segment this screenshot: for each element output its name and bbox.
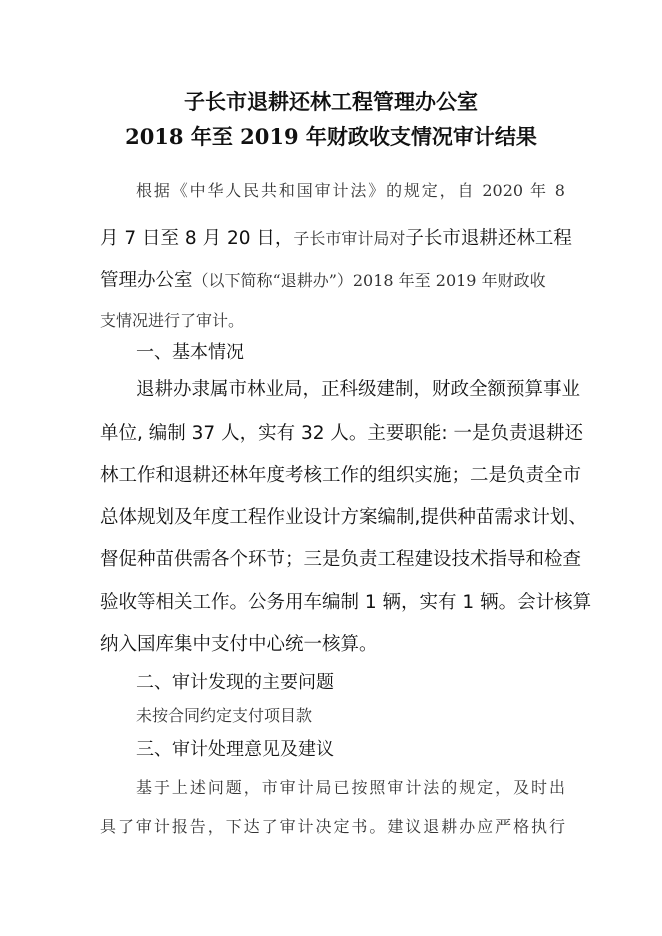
section-1-line: 总体规划及年度工程作业设计方案编制,提供种苗需求计划、	[100, 507, 587, 528]
intro-line-4: 支情况进行了审计。	[100, 311, 245, 330]
section-2-item: 未按合同约定支付项目款	[136, 706, 313, 725]
section-2-heading: 二、审计发现的主要问题	[136, 672, 334, 693]
section-3-heading: 三、审计处理意见及建议	[136, 739, 334, 760]
intro-abbrev: （以下简称“退耕办”）2018 年至 2019 年财政收	[192, 271, 546, 290]
section-3-line: 具了审计报告，下达了审计决定书。建议退耕办应严格执行	[100, 817, 565, 836]
intro-auditor: 子长市审计局对	[293, 229, 406, 248]
intro-line-3	[100, 268, 565, 294]
section-1-line: 林工作和退耕还林年度考核工作的组织实施；二是负责全市	[100, 465, 582, 486]
section-1-line: 验收等相关工作。公务用车编制 1 辆，实有 1 辆。会计核算	[100, 592, 592, 613]
intro-entity: 子长市退耕还林工程	[405, 228, 572, 249]
section-1-heading: 一、基本情况	[136, 342, 244, 363]
intro-line-1	[136, 178, 565, 204]
section-1-line: 纳入国库集中支付中心统一核算。	[100, 634, 378, 655]
intro-text: 根据《中华人民共和国审计法》的规定，自 2020 年 8	[136, 181, 565, 200]
document-title-line-1: 子长市退耕还林工程管理办公室	[184, 89, 478, 114]
intro-date: 月 7 日至 8 月 20 日，	[100, 228, 294, 249]
document-title-line-2: 2018 年至 2019 年财政收支情况审计结果	[125, 124, 537, 149]
intro-entity-cont: 管理办公室	[100, 270, 193, 291]
section-3-line: 基于上述问题，市审计局已按照审计法的规定，及时出	[136, 778, 565, 797]
section-1-line: 退耕办隶属市林业局，正科级建制，财政全额预算事业	[136, 379, 581, 400]
intro-line-2	[100, 226, 572, 252]
section-1-line: 单位, 编制 37 人，实有 32 人。主要职能: 一是负责退耕还	[100, 423, 583, 444]
section-1-line: 督促种苗供需各个环节；三是负责工程建设技术指导和检查	[100, 549, 582, 570]
